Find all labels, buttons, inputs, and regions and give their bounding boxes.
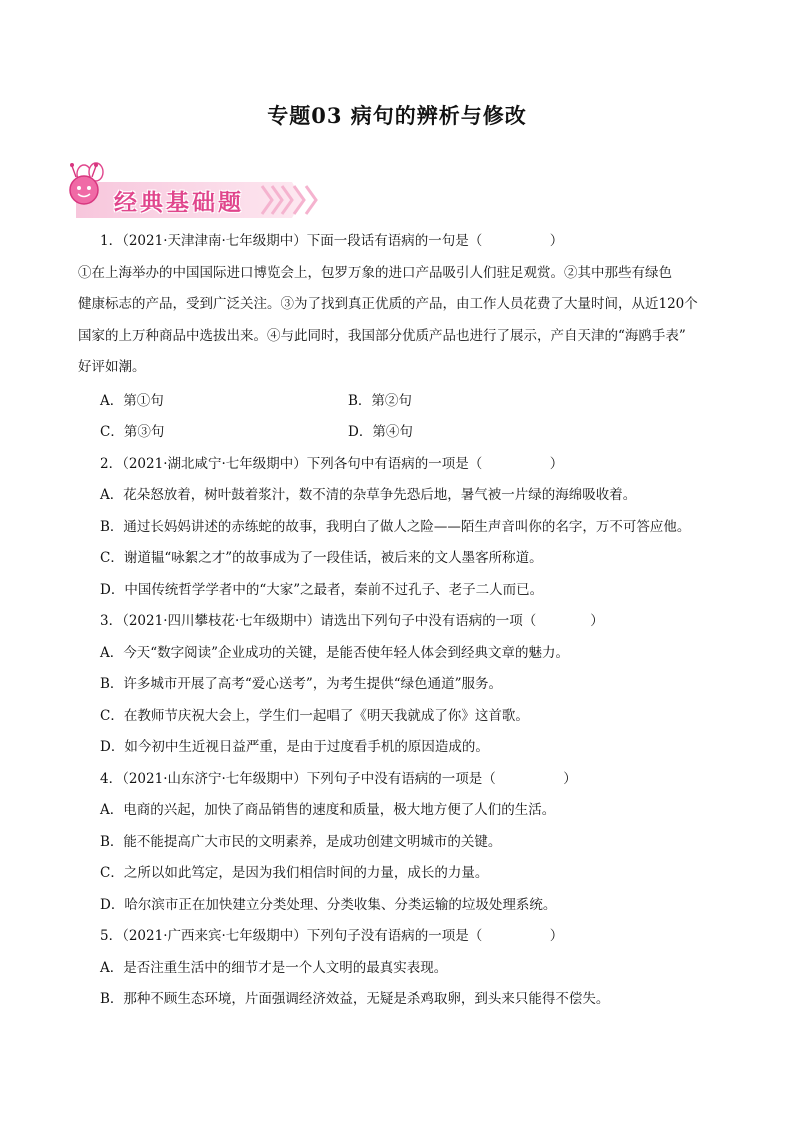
option-d: D．第④句	[348, 424, 413, 440]
banner-label: 经典基础题	[114, 189, 244, 216]
section-banner	[62, 160, 324, 222]
option-row	[100, 386, 720, 418]
question-stem: 4．（2021·山东济宁·七年级期中）下列句子中没有语病的一项是（ ）	[100, 770, 577, 787]
option-a: A．是否注重生活中的细节才是一个人文明的最真实表现。	[100, 959, 448, 976]
question-stem: 1．（2021·天津津南·七年级期中）下面一段话有语病的一句是（ ）	[100, 233, 564, 249]
passage-line: 健康标志的产品，受到广泛关注。③为了找到真正优质的产品，由工作人员花费了大量时间，从近120个	[78, 296, 698, 312]
option-c: C．第③句	[100, 424, 165, 440]
question-stem: 3．（2021·四川攀枝花·七年级期中）请选出下列句子中没有语病的一项（ ）	[100, 613, 604, 629]
option-b: B．通过长妈妈讲述的赤练蛇的故事，我明白了做人之险——陌生声音叫你的名字，万不可答应他。	[100, 518, 691, 535]
option-b: B．那种不顾生态环境，片面强调经济效益，无疑是杀鸡取卵，到头来只能得不偿失。	[100, 991, 610, 1007]
option-a: A．花朵怒放着，树叶鼓着浆汁，数不清的杂草争先恐后地，暑气被一片绿的海绵吸收着。	[100, 487, 637, 503]
question-2	[100, 449, 720, 607]
question-3	[100, 606, 720, 764]
option-d: D．如今初中生近视日益严重，是由于过度看手机的原因造成的。	[100, 739, 489, 755]
option-c: C．谢道韫“咏絮之才”的故事成为了一段佳话，被后来的文人墨客所称道。	[100, 550, 543, 566]
question-list	[78, 226, 720, 1016]
question-stem: 5．（2021·广西来宾·七年级期中）下列句子没有语病的一项是（ ）	[100, 928, 564, 944]
question-1	[78, 226, 720, 449]
option-b: B．第②句	[348, 392, 412, 409]
option-a: A．电商的兴起，加快了商品销售的速度和质量，极大地方便了人们的生活。	[100, 802, 556, 818]
option-row	[100, 417, 720, 449]
option-c: C．之所以如此笃定，是因为我们相信时间的力量，成长的力量。	[100, 865, 489, 881]
question-5	[100, 921, 720, 1016]
option-b: B．许多城市开展了高考“爱心送考”，为考生提供“绿色通道”服务。	[100, 676, 503, 692]
option-d: D．哈尔滨市正在加快建立分类处理、分类收集、分类运输的垃圾处理系统。	[100, 896, 557, 913]
passage-line: ①在上海举办的中国国际进口博览会上，包罗万象的进口产品吸引人们驻足观赏。②其中那些有绿色	[78, 264, 672, 281]
passage-line: 国家的上万种商品中选拔出来。④与此同时，我国部分优质产品也进行了展示，产自天津的“海鸥手表”	[78, 327, 686, 344]
page-title: 专题03 病句的辨析与修改	[267, 103, 527, 128]
option-a: A．第①句	[100, 392, 164, 409]
passage-line: 好评如潮。	[78, 359, 146, 375]
option-b: B．能不能提高广大市民的文明素养，是成功创建文明城市的关键。	[100, 833, 502, 850]
question-stem: 2．（2021·湖北咸宁·七年级期中）下列各句中有语病的一项是（ ）	[100, 455, 564, 472]
option-d: D．中国传统哲学学者中的“大家”之最者，秦前不过孔子、老子二人而已。	[100, 581, 544, 598]
option-c: C．在教师节庆祝大会上，学生们一起唱了《明天我就成了你》这首歌。	[100, 707, 529, 724]
question-4	[100, 764, 720, 922]
option-a: A．今天“数字阅读”企业成功的关键，是能否使年轻人体会到经典文章的魅力。	[100, 644, 570, 661]
